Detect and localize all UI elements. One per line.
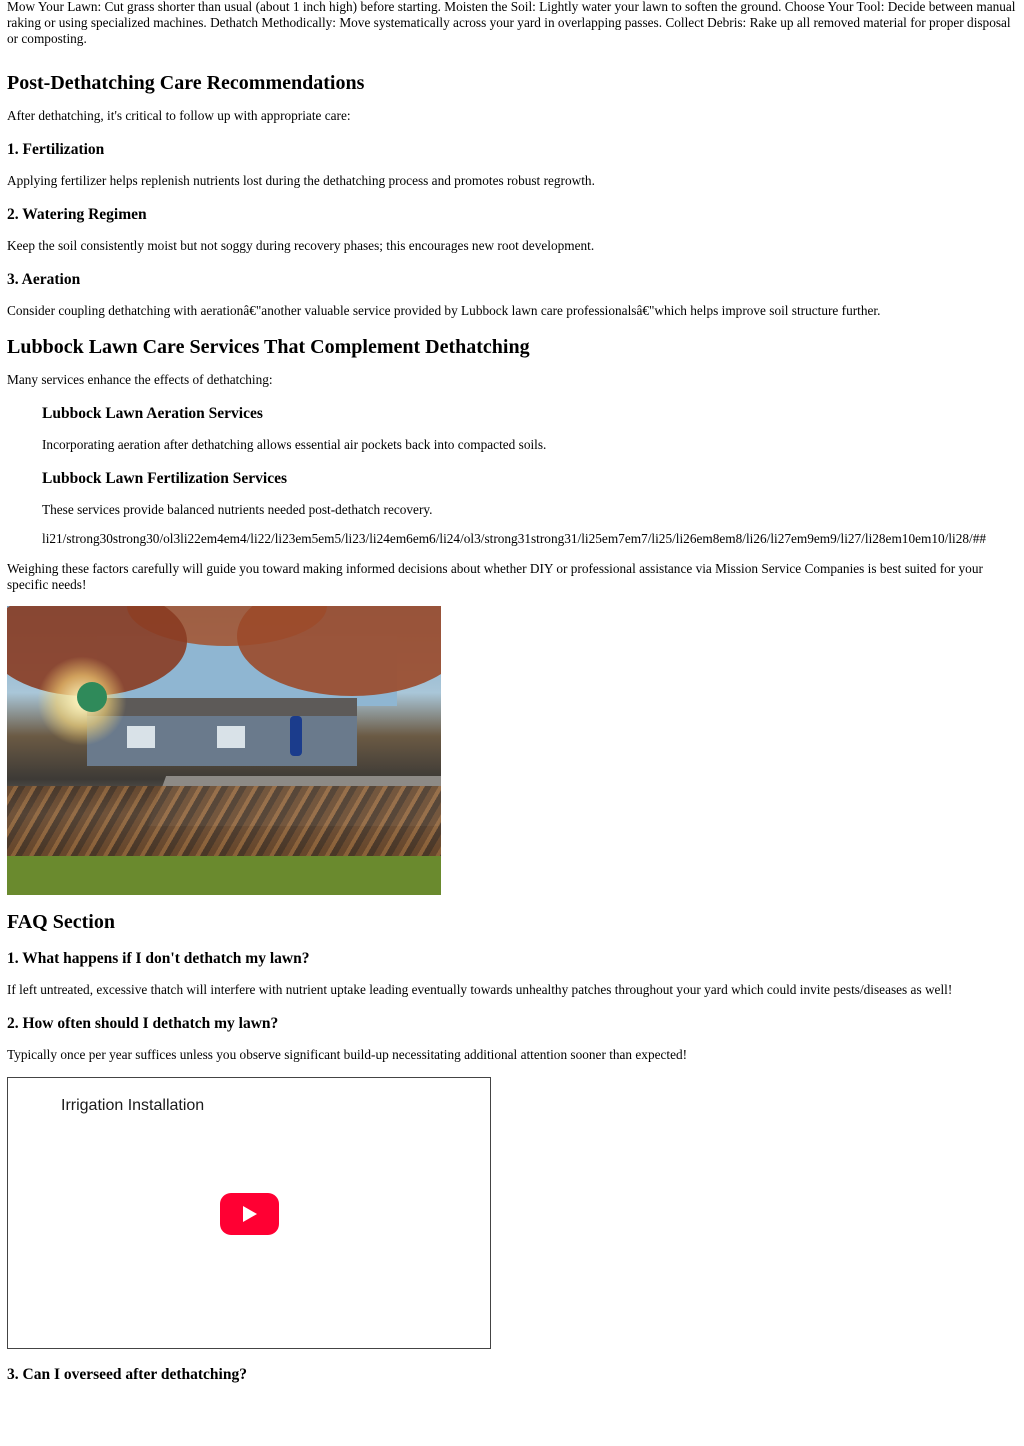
watering-heading: 2. Watering Regimen xyxy=(7,206,147,223)
video-embed[interactable] xyxy=(7,1077,491,1349)
faq-heading: FAQ Section xyxy=(7,911,115,933)
intro-paragraph: Mow Your Lawn: Cut grass shorter than usual (about 1 inch high) before starting. Moisten the Soil: Lightly water your lawn to soften the ground. Choose Your Tool: Decide between manual raking or using specialized machines. Dethatch Methodically: Move systematically across your yard in overlapping passes. Collect Debris: Rake up all removed material for proper disposal or composting. xyxy=(7,0,1016,46)
faq-question-2: 2. How often should I dethatch my lawn? xyxy=(7,1015,279,1032)
photo-grass xyxy=(7,856,441,895)
services-lead: Many services enhance the effects of dethatching: xyxy=(7,372,273,387)
watering-text: Keep the soil consistently moist but not soggy during recovery phases; this encourages new root development. xyxy=(7,238,595,253)
lawn-photo xyxy=(7,606,441,895)
services-heading: Lubbock Lawn Care Services That Complement Dethatching xyxy=(7,336,530,358)
garbled-markup-text: li21/strong30strong30/ol3li22em4em4/li22/li23em5em5/li23/li24em6em6/li24/ol3/strong31strong31/li25em7em7/li25/li26em8em8/li26/li27em9em9/li27/li28em10em10/li28/## xyxy=(42,531,987,546)
fertilization-text: Applying fertilizer helps replenish nutrients lost during the dethatching process and promotes robust regrowth. xyxy=(7,173,595,188)
play-button[interactable] xyxy=(220,1193,279,1235)
aeration-heading: 3. Aeration xyxy=(7,271,81,288)
fertilization-service-text: These services provide balanced nutrients needed post-dethatch recovery. xyxy=(42,502,433,517)
post-care-lead: After dethatching, it's critical to follow up with appropriate care: xyxy=(7,108,351,123)
faq-question-1: 1. What happens if I don't dethatch my lawn? xyxy=(7,950,310,967)
aeration-service-heading: Lubbock Lawn Aeration Services xyxy=(42,405,263,422)
faq-answer-2: Typically once per year suffices unless you observe significant build-up necessitating additional attention sooner than expected! xyxy=(7,1047,688,1062)
photo-roof xyxy=(87,698,357,718)
services-list xyxy=(7,404,1017,547)
photo-window xyxy=(217,726,245,748)
faq-question-3: 3. Can I overseed after dethatching? xyxy=(7,1366,247,1383)
video-title[interactable]: Irrigation Installation xyxy=(61,1097,205,1114)
fertilization-heading: 1. Fertilization xyxy=(7,141,105,158)
post-care-heading: Post-Dethatching Care Recommendations xyxy=(7,72,365,94)
photo-yard-sign xyxy=(77,682,107,712)
photo-person xyxy=(290,716,302,756)
conclusion-paragraph: Weighing these factors carefully will guide you toward making informed decisions about whether DIY or professional assistance via Mission Service Companies is best suited for your specific needs! xyxy=(7,561,983,592)
play-icon xyxy=(243,1206,257,1222)
aeration-service-text: Incorporating aeration after dethatching allows essential air pockets back into compacted soils. xyxy=(42,437,547,452)
photo-leaves xyxy=(7,786,441,866)
aeration-text: Consider coupling dethatching with aerationâ€"another valuable service provided by Lubbock lawn care professionalsâ€"which helps improve soil structure further. xyxy=(7,303,881,318)
photo-window xyxy=(127,726,155,748)
faq-answer-1: If left untreated, excessive thatch will interfere with nutrient uptake leading eventually towards unhealthy patches throughout your yard which could invite pests/diseases as well! xyxy=(7,982,953,997)
fertilization-service-heading: Lubbock Lawn Fertilization Services xyxy=(42,470,287,487)
